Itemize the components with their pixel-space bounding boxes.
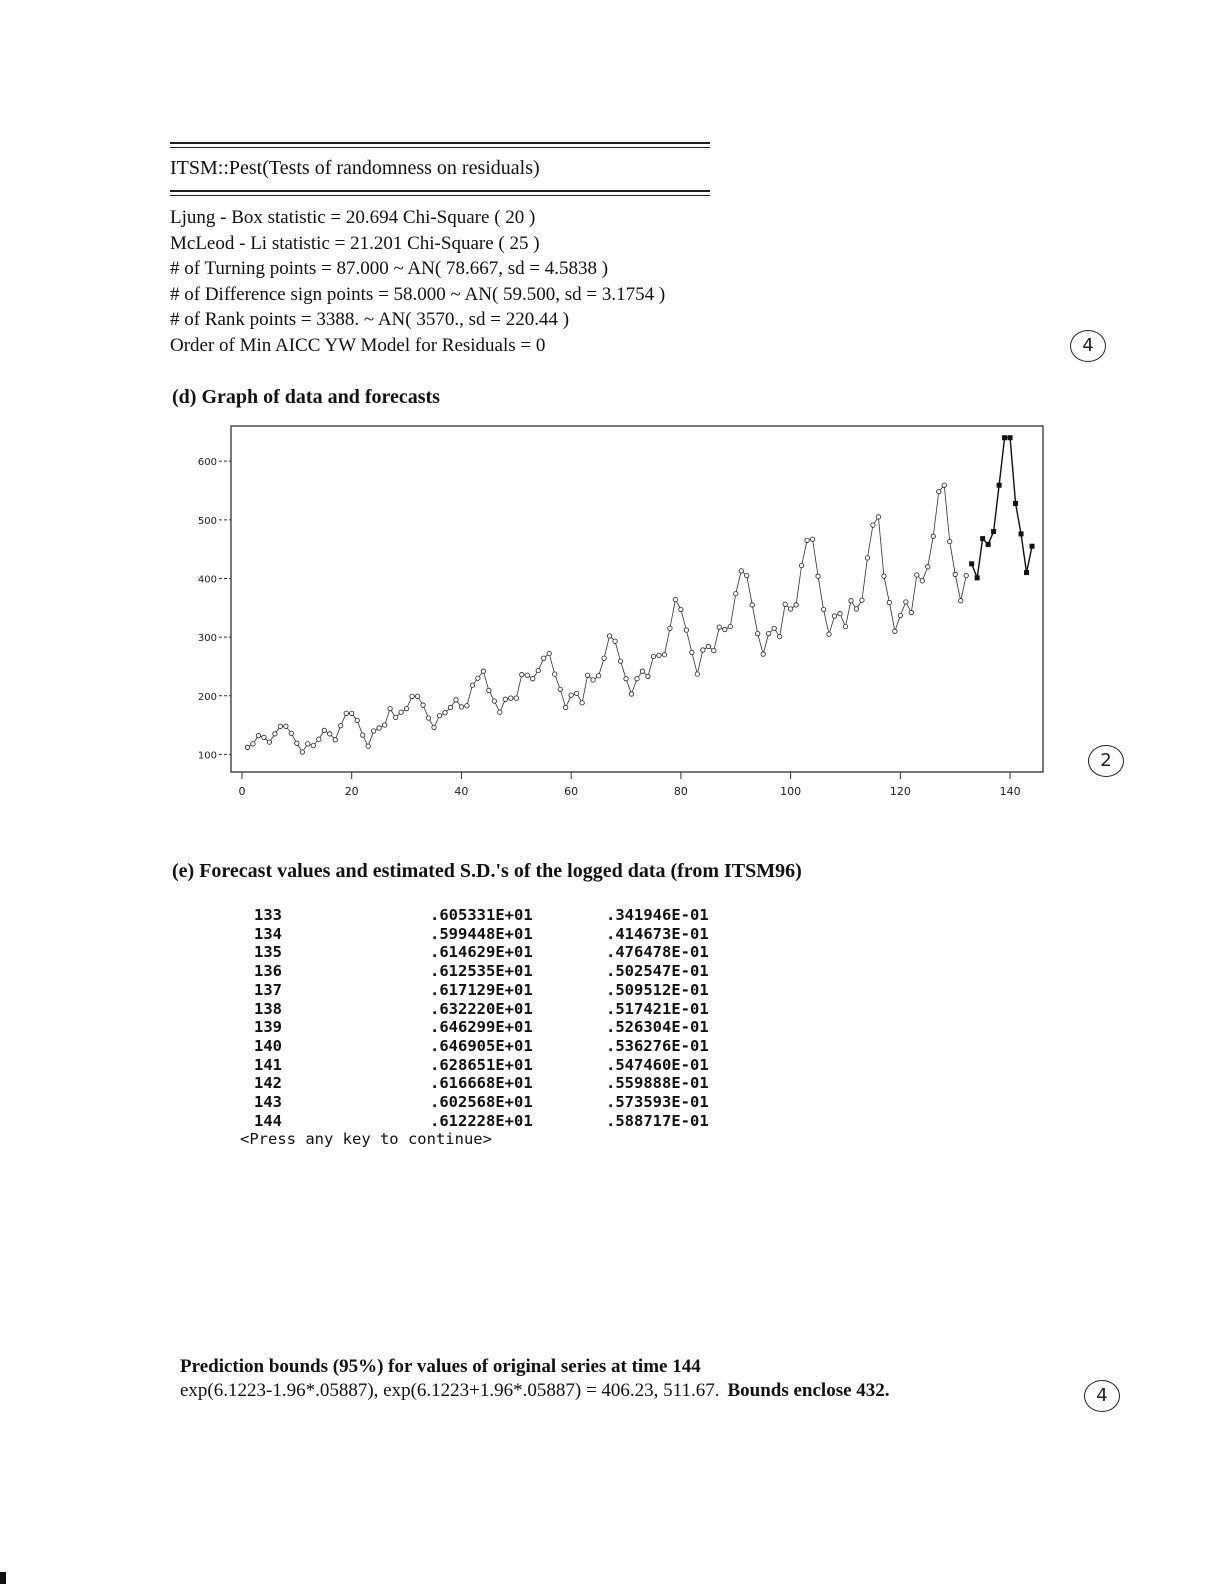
data-point <box>432 725 436 729</box>
data-point <box>487 688 491 692</box>
data-point <box>531 677 535 681</box>
table-row <box>240 906 736 925</box>
sd-cell: .509512E-01 <box>606 980 709 999</box>
forecast-point <box>980 536 985 541</box>
sd-cell: .341946E-01 <box>606 906 709 924</box>
forecast-cell: .628651E+01 <box>430 1055 533 1074</box>
data-point <box>245 745 249 749</box>
data-point <box>964 573 968 577</box>
data-point <box>915 573 919 577</box>
prediction-formula-line <box>180 1380 890 1402</box>
data-point <box>443 711 447 715</box>
forecast-point <box>997 483 1002 488</box>
time-cell: 140 <box>254 1036 282 1055</box>
x-tick-label: 0 <box>238 785 246 798</box>
data-point <box>426 716 430 720</box>
y-tick-label: 100 <box>197 750 217 762</box>
data-point <box>278 724 282 728</box>
forecast-cell: .614629E+01 <box>430 943 533 962</box>
data-point <box>937 489 941 493</box>
forecast-point <box>1002 435 1007 440</box>
forecast-cell: .646299E+01 <box>430 1018 533 1037</box>
data-point <box>827 632 831 636</box>
data-point <box>267 740 271 744</box>
data-series-line <box>247 485 966 752</box>
data-point <box>959 599 963 603</box>
data-point <box>525 673 529 677</box>
data-point <box>646 674 650 678</box>
data-point <box>871 523 875 527</box>
prediction-formula: exp(6.1223-1.96*.05887), exp(6.1223+1.96*.05887) = 406.23, 511.67. <box>180 1380 720 1401</box>
data-point <box>624 677 628 681</box>
forecast-point <box>991 529 996 534</box>
table-row <box>240 1093 736 1112</box>
x-tick-label: 140 <box>999 785 1021 798</box>
stat-turning-points: # of Turning points = 87.000 ~ AN( 78.667, sd = 4.5838 ) <box>170 258 609 279</box>
data-point <box>953 572 957 576</box>
sd-cell: .502547E-01 <box>606 962 709 981</box>
forecast-point <box>1013 501 1018 506</box>
data-point <box>920 579 924 583</box>
top-rule-2 <box>170 147 710 148</box>
data-point <box>563 705 567 709</box>
data-point <box>585 673 589 677</box>
x-tick-label: 100 <box>780 785 802 798</box>
table-row <box>240 1037 736 1056</box>
margin-mark-score-3: 4 <box>1084 1380 1120 1412</box>
y-tick-label: 500 <box>197 515 217 527</box>
data-point <box>514 696 518 700</box>
data-point <box>865 556 869 560</box>
data-point <box>706 644 710 648</box>
data-point <box>898 613 902 617</box>
data-point <box>339 723 343 727</box>
data-point <box>887 600 891 604</box>
data-point <box>640 669 644 673</box>
data-point <box>262 735 266 739</box>
margin-mark-score-1: 4 <box>1070 330 1106 362</box>
title-rule-2 <box>170 195 710 196</box>
data-point <box>882 574 886 578</box>
data-point <box>679 607 683 611</box>
table-row <box>240 1018 736 1037</box>
prediction-bounds <box>180 1356 890 1402</box>
data-point <box>404 706 408 710</box>
time-cell: 136 <box>254 962 282 981</box>
data-point <box>410 694 414 698</box>
forecast-cell: .612535E+01 <box>430 962 533 981</box>
data-point <box>393 715 397 719</box>
data-point <box>273 732 277 736</box>
sd-cell: .547460E-01 <box>606 1055 709 1074</box>
x-tick-label: 20 <box>344 785 359 798</box>
page-title: ITSM::Pest(Tests of randomness on residuals) <box>170 157 540 179</box>
data-point <box>459 705 463 709</box>
time-cell: 141 <box>254 1055 282 1074</box>
stat-min-aicc-order: Order of Min AICC YW Model for Residuals = 0 <box>170 334 546 356</box>
data-point <box>295 741 299 745</box>
data-forecast-chart <box>180 420 1050 810</box>
forecast-table <box>240 906 736 1149</box>
data-point <box>437 714 441 718</box>
table-row <box>240 1112 736 1131</box>
data-point <box>904 600 908 604</box>
data-point <box>371 729 375 733</box>
stat-mcleod-li: McLeod - Li statistic = 21.201 Chi-Square ( 25 ) <box>170 232 540 254</box>
data-point <box>520 672 524 676</box>
data-point <box>876 515 880 519</box>
prediction-conclusion: Bounds enclose 432. <box>727 1380 890 1401</box>
data-point <box>421 703 425 707</box>
data-point <box>723 627 727 631</box>
data-point <box>256 733 260 737</box>
data-point <box>931 534 935 538</box>
data-point <box>284 724 288 728</box>
data-point <box>673 597 677 601</box>
sd-cell: .573593E-01 <box>606 1093 709 1112</box>
data-point <box>684 628 688 632</box>
x-tick-label: 80 <box>673 785 688 798</box>
table-row <box>240 925 736 944</box>
data-point <box>289 731 293 735</box>
data-point <box>810 537 814 541</box>
data-point <box>547 651 551 655</box>
data-point <box>717 625 721 629</box>
data-point <box>668 626 672 630</box>
data-point <box>322 728 326 732</box>
forecast-point <box>975 575 980 580</box>
time-cell: 144 <box>254 1111 282 1130</box>
data-point <box>849 599 853 603</box>
time-cell: 138 <box>254 999 282 1018</box>
data-point <box>470 683 474 687</box>
data-point <box>893 629 897 633</box>
forecast-series-line <box>972 438 1032 578</box>
data-point <box>942 483 946 487</box>
data-point <box>728 624 732 628</box>
data-point <box>350 711 354 715</box>
data-point <box>344 711 348 715</box>
forecast-cell: .616668E+01 <box>430 1074 533 1093</box>
data-point <box>591 678 595 682</box>
forecast-cell: .599448E+01 <box>430 924 533 943</box>
sd-cell: .536276E-01 <box>606 1036 709 1055</box>
x-tick-label: 60 <box>564 785 579 798</box>
table-row <box>240 981 736 1000</box>
data-point <box>415 694 419 698</box>
sd-cell: .559888E-01 <box>606 1074 709 1093</box>
data-point <box>333 738 337 742</box>
randomness-stats <box>170 205 665 358</box>
data-point <box>799 563 803 567</box>
prediction-title: Prediction bounds (95%) for values of original series at time 144 <box>180 1356 701 1377</box>
data-point <box>761 652 765 656</box>
data-point <box>701 648 705 652</box>
data-point <box>816 574 820 578</box>
time-cell: 142 <box>254 1074 282 1093</box>
data-point <box>503 697 507 701</box>
table-row <box>240 962 736 981</box>
data-point <box>948 539 952 543</box>
data-point <box>756 631 760 635</box>
time-cell: 143 <box>254 1093 282 1112</box>
data-point <box>843 624 847 628</box>
section-d-heading: (d) Graph of data and forecasts <box>172 386 440 408</box>
data-point <box>909 610 913 614</box>
data-point <box>739 569 743 573</box>
forecast-point <box>1008 435 1013 440</box>
data-point <box>766 631 770 635</box>
time-cell: 139 <box>254 1018 282 1037</box>
sd-cell: .526304E-01 <box>606 1018 709 1037</box>
sd-cell: .414673E-01 <box>606 924 709 943</box>
forecast-cell: .646905E+01 <box>430 1036 533 1055</box>
data-point <box>569 693 573 697</box>
data-point <box>788 607 792 611</box>
data-point <box>602 656 606 660</box>
stat-ljung-box: Ljung - Box statistic = 20.694 Chi-Square ( 20 ) <box>170 207 536 228</box>
data-point <box>794 603 798 607</box>
data-point <box>832 614 836 618</box>
data-point <box>306 742 310 746</box>
x-tick-label: 120 <box>889 785 911 798</box>
data-point <box>498 710 502 714</box>
data-point <box>536 668 540 672</box>
data-point <box>651 654 655 658</box>
y-tick-label: 200 <box>197 691 217 703</box>
data-point <box>618 659 622 663</box>
forecast-point <box>1019 531 1024 536</box>
data-point <box>366 744 370 748</box>
data-point <box>509 696 513 700</box>
chart-frame <box>231 426 1043 772</box>
data-point <box>317 737 321 741</box>
data-point <box>558 687 562 691</box>
forecast-cell: .617129E+01 <box>430 980 533 999</box>
data-point <box>635 677 639 681</box>
data-point <box>311 743 315 747</box>
forecast-point <box>1024 570 1029 575</box>
sd-cell: .476478E-01 <box>606 943 709 962</box>
data-point <box>860 598 864 602</box>
data-point <box>300 750 304 754</box>
data-point <box>448 705 452 709</box>
stat-difference-sign: # of Difference sign points = 58.000 ~ AN( 59.500, sd = 3.1754 ) <box>170 283 666 305</box>
forecast-cell: .632220E+01 <box>430 999 533 1018</box>
table-row <box>240 1074 736 1093</box>
data-point <box>492 699 496 703</box>
data-point <box>399 710 403 714</box>
data-point <box>580 701 584 705</box>
table-row <box>240 1056 736 1075</box>
data-point <box>805 538 809 542</box>
data-point <box>772 626 776 630</box>
data-point <box>777 634 781 638</box>
title-rule-1 <box>170 190 710 192</box>
data-point <box>607 634 611 638</box>
section-e-heading: (e) Forecast values and estimated S.D.'s of the logged data (from ITSM96) <box>172 860 802 882</box>
data-point <box>355 718 359 722</box>
data-point <box>574 691 578 695</box>
y-tick-label: 300 <box>197 633 217 645</box>
data-point <box>662 653 666 657</box>
sd-cell: .517421E-01 <box>606 999 709 1018</box>
forecast-cell: .602568E+01 <box>430 1093 533 1112</box>
data-point <box>476 676 480 680</box>
forecast-point <box>969 561 974 566</box>
data-point <box>838 611 842 615</box>
sd-cell: .588717E-01 <box>606 1111 709 1130</box>
data-point <box>542 656 546 660</box>
data-point <box>926 565 930 569</box>
data-point <box>360 733 364 737</box>
data-point <box>388 706 392 710</box>
data-point <box>629 692 633 696</box>
data-point <box>734 592 738 596</box>
forecast-point <box>1030 544 1035 549</box>
time-cell: 133 <box>254 906 282 924</box>
data-point <box>657 653 661 657</box>
data-point <box>613 639 617 643</box>
stat-rank-points: # of Rank points = 3388. ~ AN( 3570., sd = 220.44 ) <box>170 309 570 330</box>
forecast-cell: .612228E+01 <box>430 1111 533 1130</box>
data-point <box>821 607 825 611</box>
table-row <box>240 943 736 962</box>
table-row <box>240 1000 736 1019</box>
data-point <box>745 573 749 577</box>
data-point <box>481 669 485 673</box>
data-point <box>377 726 381 730</box>
data-point <box>328 732 332 736</box>
data-point <box>695 672 699 676</box>
data-point <box>712 648 716 652</box>
top-rule-1 <box>170 142 710 144</box>
x-tick-label: 40 <box>454 785 469 798</box>
continue-prompt: <Press any key to continue> <box>240 1130 492 1149</box>
forecast-cell: .605331E+01 <box>430 906 533 924</box>
time-cell: 135 <box>254 943 282 962</box>
data-point <box>596 674 600 678</box>
data-point <box>854 607 858 611</box>
margin-mark-score-2: 2 <box>1088 745 1124 777</box>
forecast-point <box>986 542 991 547</box>
data-point <box>750 603 754 607</box>
data-point <box>783 602 787 606</box>
y-tick-label: 600 <box>197 457 217 469</box>
data-point <box>251 742 255 746</box>
data-point <box>465 704 469 708</box>
scan-mark <box>0 1572 6 1584</box>
data-point <box>382 723 386 727</box>
data-point <box>553 672 557 676</box>
time-cell: 137 <box>254 980 282 999</box>
y-tick-label: 400 <box>197 574 217 586</box>
time-cell: 134 <box>254 924 282 943</box>
data-point <box>454 698 458 702</box>
data-point <box>690 650 694 654</box>
